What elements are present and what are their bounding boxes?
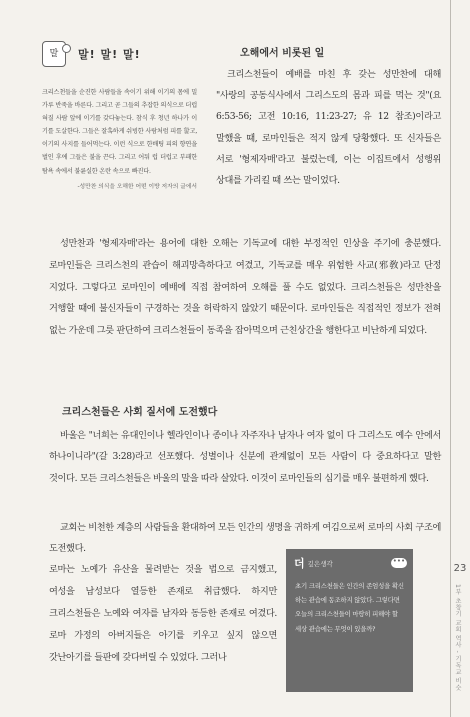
quote-header	[42, 38, 197, 70]
speech-bubble-icon: 말	[42, 41, 66, 67]
deeper-thought-text: 초기 크리스천들은 인간의 존엄성을 확신하는 관습에 동조하지 않았다. 그렇다면 오늘의 크리스천들이 마땅히 피해야 할 세상 관습에는 무엇이 있을까?	[295, 582, 404, 633]
body-paragraph: 바울은 "너희는 유대인이나 헬라인이나 종이나 자주자나 남자나 여자 없이 다 그리스도 예수 안에서 하나이니라"(갈 3:28)라고 선포했다. 성별이나 신분에 관계없이 모든 사람이 다 중요하다고 말한 것이다. 모든 크리스천들은 바울의 말을 따라 살았다. 이것이 로마인들의 심기를 매우 불편하게 했다.	[49, 430, 441, 484]
deeper-thought-subtitle: 깊은생각	[307, 559, 333, 568]
body-paragraph: 교회는 비천한 계층의 사람들을 환대하여 모든 인간의 생명을 귀하게 여김으로써 로마의 사회 구조에 도전했다.	[49, 522, 441, 555]
body-paragraph: 크리스천들이 예배를 마친 후 갖는 성만찬에 대해 "사랑의 공동식사에서 그리스도의 몸과 피를 먹는 것"(요 6:53-56; 고전 10:16, 11:23-27; 유 12 참조)이라고 말했을 때, 로마인들은 적지 않게 당황했다. 또 신자들은 서로 '형제자매'라고 불렀는데, 이는 이집트에서 성행위 상대를 가리킬 때 쓰는 말이었다.	[216, 69, 441, 187]
quote-title: 말! 말! 말!	[78, 48, 141, 61]
deeper-thought-header	[286, 549, 413, 573]
deeper-thought-box	[286, 549, 413, 692]
deeper-thought-title: 더	[294, 557, 305, 570]
section-heading-misunderstanding: 오해에서 비롯된 일	[240, 48, 325, 59]
quote-sidebar	[42, 38, 197, 238]
quote-text: 크리스천들을 순진한 사람들을 속이기 위해 이기의 몸에 밀가루 반죽을 바른다. 그리고 곧 그들의 추잡한 의식으로 더럽혀질 사람 앞에 이기를 갖다놓는다. 참식 후 청년 하나가 이기를 도살한다. 그들은 잘혹하게 쉬빙한 사람처럼 피를 핥고, 이기의 사지를 들어먹는다. 이런 식으로 한배팅 피의 향연을 벌인 후에 그들은 불을 끈다. 그리고 어둬 럽 더럽고 부패한 탐욕 속에서 불륜실한 온란 속으로 빠진다.	[42, 89, 197, 175]
running-title: 1부 초창기 교회 역사 - 기독교 비슷	[454, 584, 461, 691]
section-heading-social-order: 크리스천들은 사회 질서에 도전했다	[62, 407, 218, 418]
body-paragraph: 성만찬과 '형제자매'라는 용어에 대한 오해는 기독교에 대한 부정적인 인상을 주기에 충분했다. 로마인들은 크리스천의 관습이 해괴망측하다고 여겼고, 기독교를 매우 위험한 사교(邪敎)라고 단정 지었다. 그렇다고 로마인이 예배에 직접 참여하여 오해를 풀 수도 없었다. 크리스천들은 성만찬을 거행할 때에 불신자들이 구경하는 것을 허락하지 않았기 때문이다. 로마인들은 직접적인 정보가 전혀 없는 가운데 그릇 판단하여 크리스천들이 동족을 잡아먹으며 근친상간을 행한다고 비난하게 되었다.	[49, 238, 441, 337]
body-paragraph: 로마는 노예가 유산을 물려받는 것을 법으로 금지했고, 여성을 남성보다 열등한 존재로 취급했다. 하지만 크리스천들은 노예와 여자를 남자와 동등한 존재로 여겼다. 로마 가정의 아버지들은 아기를 키우고 싶지 않으면 갓난아기를 들판에 갖다버릴 수 있었다. 그러나	[49, 564, 277, 663]
margin-divider	[450, 0, 451, 717]
ellipsis-bubble-icon: •••	[391, 558, 407, 568]
page-number: 23	[453, 563, 467, 574]
quote-source: -성만찬 의식을 오해한 어떤 이방 저자의 글에서	[77, 183, 197, 190]
